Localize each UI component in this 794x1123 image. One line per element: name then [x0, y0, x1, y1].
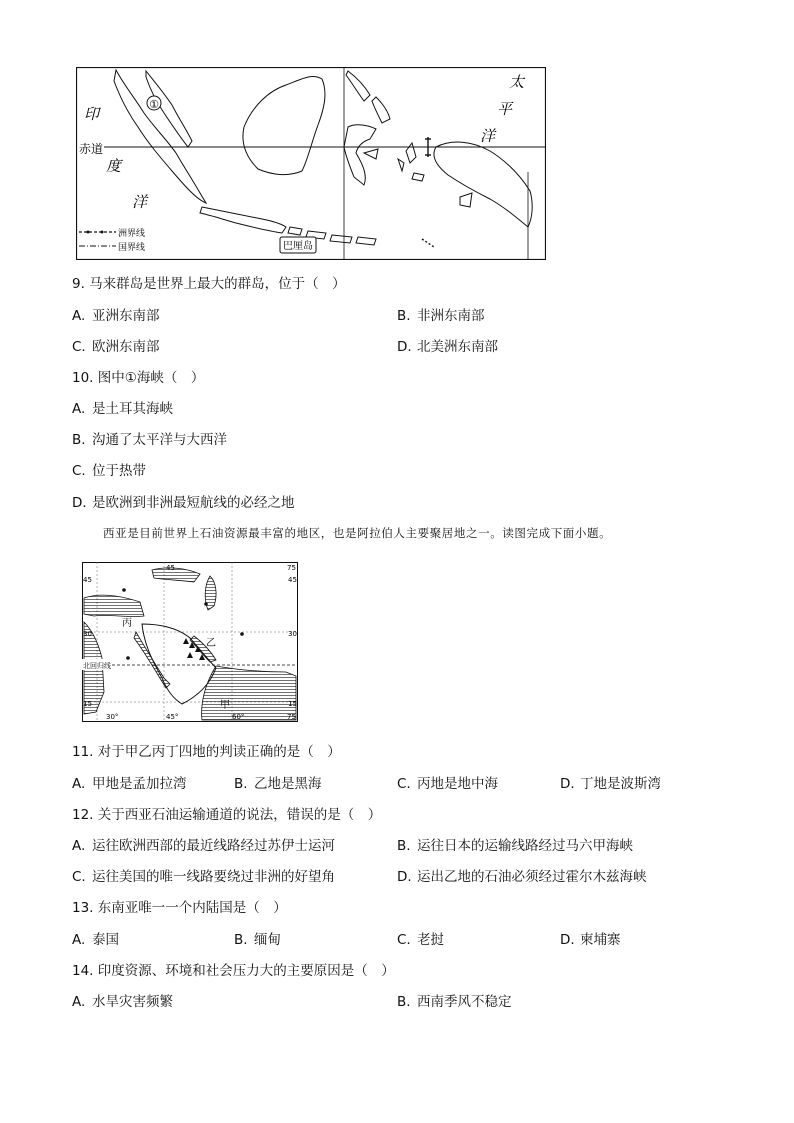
option-letter: A. — [72, 308, 86, 324]
indian-label-2: 度 — [106, 157, 122, 175]
question-12-stem: 12. 关于西亚石油运输通道的说法，错误的是（ ） — [72, 807, 382, 823]
option-letter: D. — [397, 869, 412, 885]
q13-option-c[interactable] — [397, 931, 444, 949]
top-label-75: 75 — [287, 564, 296, 572]
lat-label-30: 30 — [83, 630, 92, 638]
q13-option-b[interactable] — [234, 931, 281, 949]
option-text: 欧洲东南部 — [92, 339, 160, 355]
option-letter: C. — [397, 932, 411, 948]
option-text: 西南季风不稳定 — [417, 994, 512, 1010]
strait-marker-label: ① — [149, 98, 159, 111]
right-label-30: 30 — [288, 630, 297, 638]
option-letter: D. — [72, 495, 87, 511]
arabian-sea-area — [202, 666, 296, 720]
option-text: 北美洲东南部 — [417, 339, 498, 355]
q10-option-c[interactable] — [72, 462, 146, 480]
q9-option-d[interactable] — [397, 338, 498, 356]
pacific-label-2: 平 — [497, 100, 513, 118]
option-letter: B. — [234, 776, 248, 792]
option-letter: A. — [72, 776, 86, 792]
lon-label-45: 45° — [166, 713, 179, 721]
q12-option-a[interactable] — [72, 837, 335, 855]
malay-archipelago-map — [76, 67, 546, 260]
option-text: 乙地是黑海 — [254, 776, 322, 792]
pacific-label-3: 洋 — [480, 127, 496, 145]
question-14-stem: 14. 印度资源、环境和社会压力大的主要原因是（ ） — [72, 963, 395, 979]
place-label-bing: 丙 — [122, 618, 132, 629]
question-11-stem: 11. 对于甲乙丙丁四地的判读正确的是（ ） — [72, 744, 341, 760]
q12-option-c[interactable] — [72, 868, 335, 886]
option-text: 运往美国的唯一线路要绕过非洲的好望角 — [92, 869, 335, 885]
option-text: 柬埔寨 — [580, 932, 621, 948]
q12-option-d[interactable] — [397, 868, 647, 886]
legend-continent-line: 洲界线 — [118, 229, 146, 239]
legend-country-line: 国界线 — [118, 243, 146, 253]
reading-passage: 西亚是目前世界上石油资源最丰富的地区，也是阿拉伯人主要聚居地之一。读图完成下面小题。 — [103, 526, 612, 540]
option-letter: B. — [72, 432, 86, 448]
option-letter: C. — [397, 776, 411, 792]
option-letter: B. — [234, 932, 248, 948]
lon-label-60: 60° — [232, 713, 245, 721]
question-13-stem: 13. 东南亚唯一一个内陆国是（ ） — [72, 900, 287, 916]
place-label-yi: 乙 — [206, 638, 216, 649]
q14-option-a[interactable] — [72, 993, 173, 1011]
option-text: 位于热带 — [92, 463, 146, 479]
question-10-stem: 10. 图中①海峡（ ） — [72, 370, 205, 386]
equator-label: 赤道 — [79, 142, 104, 156]
option-text: 缅甸 — [254, 932, 281, 948]
option-text: 水旱灾害频繁 — [92, 994, 173, 1010]
lat-label-15: 15 — [83, 700, 92, 708]
option-text: 老挝 — [417, 932, 444, 948]
q14-option-b[interactable] — [397, 993, 512, 1011]
right-label-45: 45 — [288, 576, 297, 584]
q9-option-b[interactable] — [397, 307, 485, 325]
option-letter: A. — [72, 838, 86, 854]
q9-option-c[interactable] — [72, 338, 160, 356]
option-letter: C. — [72, 463, 86, 479]
q10-option-a[interactable] — [72, 400, 173, 418]
option-text: 是欧洲到非洲最短航线的必经之地 — [92, 495, 295, 511]
bali-label: 巴厘岛 — [283, 241, 313, 252]
option-letter: B. — [397, 994, 411, 1010]
option-letter: D. — [560, 776, 575, 792]
option-text: 泰国 — [92, 932, 119, 948]
q9-option-a[interactable] — [72, 307, 160, 325]
tropic-label: 北回归线 — [83, 662, 111, 670]
right-label-15: 15 — [288, 700, 297, 708]
option-letter: C. — [72, 869, 86, 885]
q11-option-c[interactable] — [397, 775, 498, 793]
option-letter: B. — [397, 308, 411, 324]
option-text: 运出乙地的石油必须经过霍尔木兹海峡 — [417, 869, 647, 885]
option-text: 丙地是地中海 — [417, 776, 498, 792]
q11-option-d[interactable] — [560, 775, 661, 793]
lon-label-75: 75 — [287, 713, 296, 721]
option-text: 甲地是孟加拉湾 — [92, 776, 187, 792]
q10-option-b[interactable] — [72, 431, 227, 449]
option-text: 非洲东南部 — [417, 308, 485, 324]
option-letter: C. — [72, 339, 86, 355]
option-letter: A. — [72, 932, 86, 948]
q10-option-d[interactable] — [72, 494, 295, 512]
option-text: 沟通了太平洋与大西洋 — [92, 432, 227, 448]
question-9-stem: 9. 马来群岛是世界上最大的群岛，位于（ ） — [72, 276, 346, 292]
q12-option-b[interactable] — [397, 837, 633, 855]
option-letter: D. — [397, 339, 412, 355]
option-letter: B. — [397, 838, 411, 854]
option-text: 运往欧洲西部的最近线路经过苏伊士运河 — [92, 838, 335, 854]
option-text: 是土耳其海峡 — [92, 401, 173, 417]
top-label-45: 45 — [166, 564, 175, 572]
west-asia-map — [82, 562, 298, 722]
option-text: 亚洲东南部 — [92, 308, 160, 324]
indian-label-1: 印 — [84, 105, 100, 123]
option-text: 运往日本的运输线路经过马六甲海峡 — [417, 838, 633, 854]
option-letter: A. — [72, 994, 86, 1010]
lon-label-30: 30° — [106, 713, 119, 721]
q13-option-d[interactable] — [560, 931, 621, 949]
pacific-label-1: 太 — [509, 73, 525, 91]
q11-option-b[interactable] — [234, 775, 322, 793]
lat-label-45: 45 — [83, 576, 92, 584]
option-letter: D. — [560, 932, 575, 948]
indian-label-3: 洋 — [132, 193, 148, 211]
place-label-jia: 甲 — [220, 700, 230, 711]
q13-option-a[interactable] — [72, 931, 119, 949]
option-text: 丁地是波斯湾 — [580, 776, 661, 792]
option-letter: A. — [72, 401, 86, 417]
q11-option-a[interactable] — [72, 775, 187, 793]
